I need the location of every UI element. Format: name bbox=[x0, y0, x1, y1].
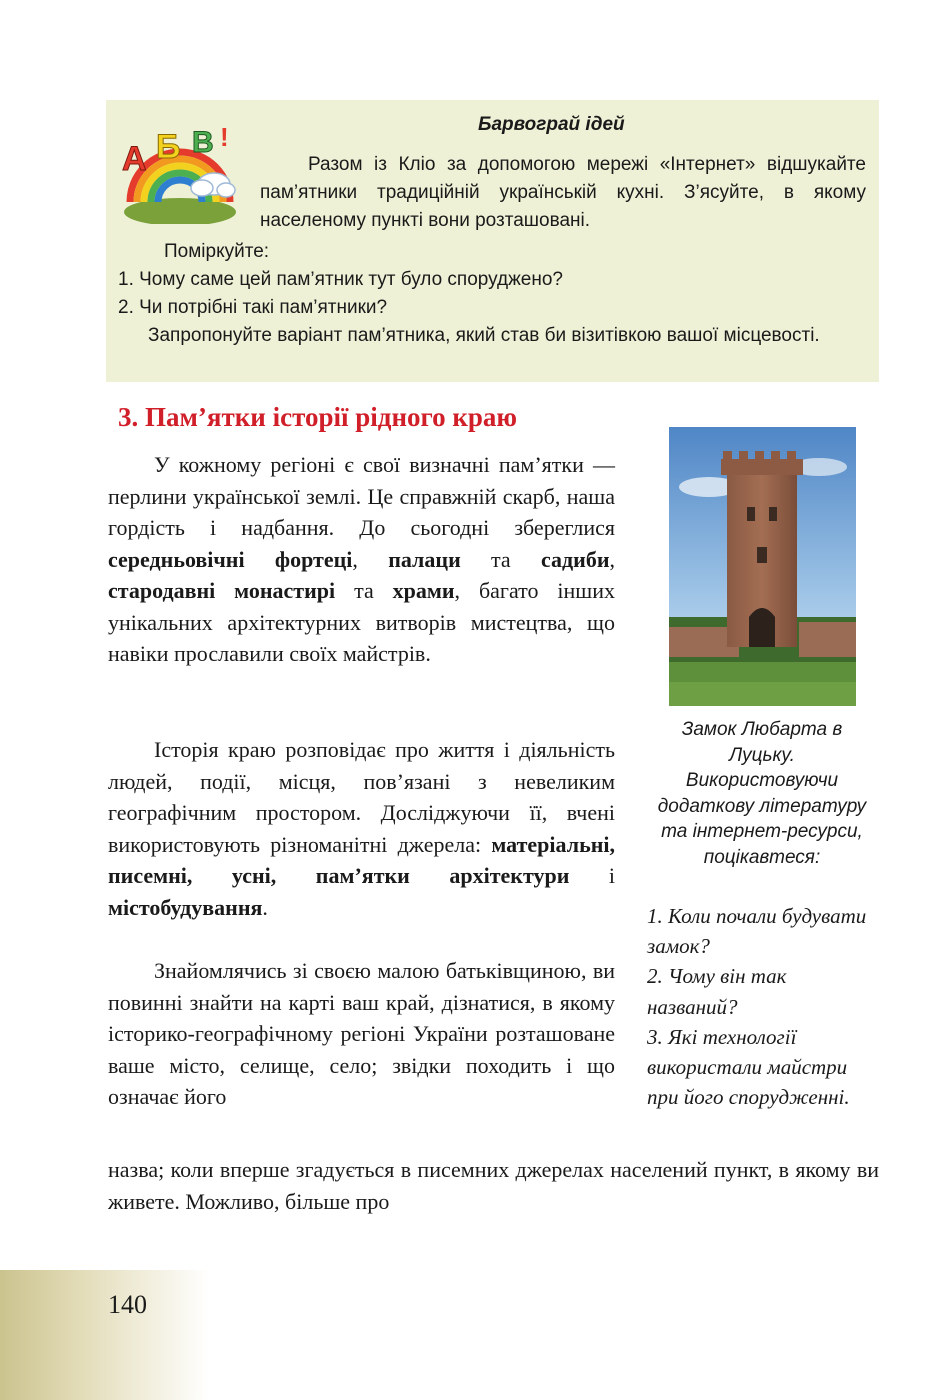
lubart-castle-photo bbox=[669, 427, 856, 706]
paragraph-homeland-continued: назва; коли вперше згадується в писемних джерелах населений пункт, в якому ви живете. Можливо, більше про bbox=[108, 1157, 879, 1214]
photo-caption: Замок Любарта в Луцьку. Використовуючи додаткову літературу та інтернет-ресурси, поцікавтеся: bbox=[657, 719, 867, 868]
paragraph-text: , bbox=[352, 546, 389, 572]
svg-text:!: ! bbox=[220, 122, 229, 152]
paragraph-text: та bbox=[335, 578, 393, 603]
bold-term: палаци bbox=[388, 546, 461, 572]
section-heading: 3. Пам’ятки історії рідного краю bbox=[118, 402, 518, 432]
think-label: Поміркуйте: bbox=[164, 241, 270, 262]
sidebar-question-1: 1. Коли почали будувати замок? bbox=[647, 904, 867, 959]
sidebar-question-3: 3. Які технології використали майстри при його спорудженні. bbox=[647, 1024, 850, 1110]
paragraph-text: та bbox=[460, 546, 541, 572]
bold-term: стародавні монастирі bbox=[108, 578, 336, 603]
task-box-questions bbox=[118, 238, 868, 350]
paragraph-text: У кожному регіоні є свої визначні пам’ятки — перлини української землі. Це справжній скарб, наша гордість і надбання. До сьогодні збереглися bbox=[108, 452, 615, 540]
bold-term: середньовічні фортеці bbox=[108, 546, 353, 572]
task-box-title: Барвограй ідей bbox=[478, 114, 625, 135]
paragraph-text: , багато інших унікальних архітектурних витворів мистецтва, що навіки прославили своїх майстрів. bbox=[108, 578, 615, 666]
paragraph-text: Історія краю розповідає про життя і діяльність людей, події, місця, пов’язані з невеликим географічним простором. Досліджуючи її, вчені використовують різноманітні джерела: bbox=[108, 737, 615, 857]
task-question-1: 1. Чому саме цей пам’ятник тут було споруджено? bbox=[118, 269, 563, 290]
paragraph-text: . bbox=[262, 894, 268, 920]
svg-text:В: В bbox=[192, 126, 214, 159]
task-box-intro: Разом із Кліо за допомогою мережі «Інтернет» відшукайте пам’ятники традиційній українській кухні. З’ясуйте, в якому населеному пункті вони розташовані. bbox=[260, 154, 866, 231]
paragraph-landmarks bbox=[108, 449, 615, 670]
paragraph-homeland: Знайомлячись зі своєю малою батьківщиною, ви повинні знайти на карті ваш край, дізнатися, в якому історико-географічному регіоні України розташоване ваше місто, селище, село; звідки походить і що означає його bbox=[108, 958, 615, 1109]
page-number: 140 bbox=[108, 1290, 147, 1319]
bold-term: садиби bbox=[540, 546, 610, 572]
svg-text:А: А bbox=[122, 140, 147, 178]
task-suggestion: Запропонуйте варіант пам’ятника, який став би візитівкою вашої місцевості. bbox=[148, 325, 820, 346]
bold-term: храми bbox=[392, 578, 455, 603]
paragraph-history-sources bbox=[108, 734, 615, 923]
abc-rainbow-logo-icon bbox=[116, 112, 244, 224]
page-corner-tab bbox=[0, 1270, 210, 1400]
svg-text:Б: Б bbox=[156, 128, 181, 166]
task-question-2: 2. Чи потрібні такі пам’ятники? bbox=[118, 297, 388, 318]
paragraph-text: , bbox=[609, 546, 615, 572]
paragraph-text: і bbox=[569, 863, 615, 888]
bold-term: містобудування bbox=[108, 894, 263, 920]
bold-term: матеріальні, писемні, усні, пам’ятки архітектури bbox=[108, 831, 615, 888]
sidebar-question-2: 2. Чому він так названий? bbox=[647, 964, 787, 1019]
task-box bbox=[106, 100, 879, 382]
sidebar-questions bbox=[647, 901, 877, 1112]
